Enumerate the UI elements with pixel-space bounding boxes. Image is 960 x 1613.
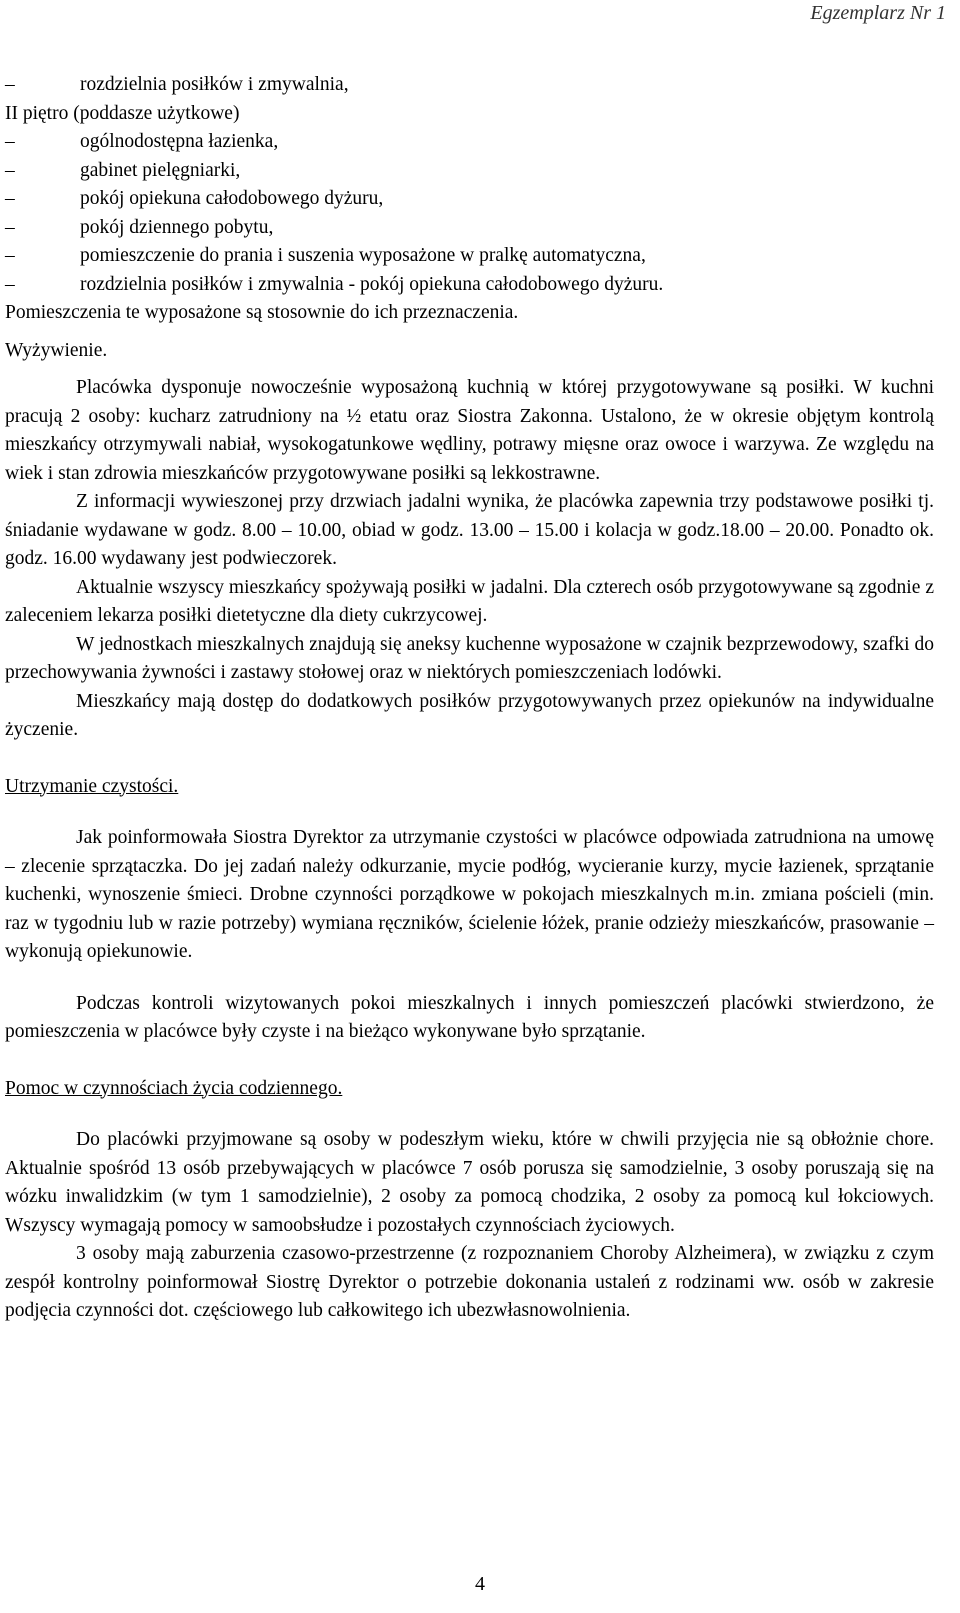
dash-bullet: – xyxy=(5,74,15,95)
floor-heading: II piętro (poddasze użytkowe) xyxy=(5,102,240,124)
list-item-text: rozdzielnia posiłków i zmywalnia, xyxy=(80,74,349,95)
list-item-text: pokój dziennego pobytu, xyxy=(80,216,274,238)
dash-bullet: – xyxy=(5,273,15,295)
list-item xyxy=(5,214,934,243)
copy-number-label: Egzemplarz Nr 1 xyxy=(810,2,946,24)
paragraph: Podczas kontroli wizytowanych pokoi mieszkalnych i innych pomieszczeń placówki stwierdzono, że pomieszczenia w placówce były czyste i na bieżąco wykonywane było sprzątanie. xyxy=(5,992,934,1042)
dash-bullet: – xyxy=(5,245,15,266)
list-item xyxy=(5,185,934,214)
paragraph: W jednostkach mieszkalnych znajdują się aneksy kuchenne wyposażone w czajnik bezprzewodowy, szafki do przechowywania żywności i zastawy stołowej oraz w niektórych pomieszczeniach lodówki. xyxy=(5,633,934,683)
section-heading-cleanliness: Utrzymanie czystości. xyxy=(5,775,179,797)
list-item xyxy=(5,242,934,271)
list-item-text: pomieszczenie do prania i suszenia wyposażone w pralkę automatyczna, xyxy=(80,245,646,266)
list-item xyxy=(5,271,934,300)
list-item-text: pokój opiekuna całodobowego dyżuru, xyxy=(80,188,384,209)
list-item-text: rozdzielnia posiłków i zmywalnia - pokój opiekuna całodobowego dyżuru. xyxy=(80,273,664,295)
list-item-text: ogólnodostępna łazienka, xyxy=(80,131,279,152)
dash-bullet: – xyxy=(5,216,15,238)
dash-bullet: – xyxy=(5,188,15,209)
paragraph: Mieszkańcy mają dostęp do dodatkowych posiłków przygotowywanych przez opiekunów na indywidualne życzenie. xyxy=(5,690,934,740)
paragraph: Do placówki przyjmowane są osoby w podeszłym wieku, które w chwili przyjęcia nie są obłożnie chore. Aktualnie spośród 13 osób przebywających w placówce 7 osób porusza się samodzielnie, 3 osoby poruszają się na wózku inwalidzkim (w tym 1 samodzielnie), 2 osoby za pomocą chodzika, 2 osoby za pomocą kul łokciowych. Wszyscy wymagają pomocy w samoobsłudze i pozostałych czynnościach życiowych. xyxy=(5,1129,934,1236)
dash-bullet: – xyxy=(5,159,15,181)
paragraph: Aktualnie wszyscy mieszkańcy spożywają posiłki w jadalni. Dla czterech osób przygotowywane są zgodnie z zaleceniem lekarza posiłki dietetyczne dla diety cukrzycowej. xyxy=(5,576,934,626)
list-item xyxy=(5,128,934,157)
list-item xyxy=(5,157,934,186)
paragraph: Placówka dysponuje nowocześnie wyposażoną kuchnią w której przygotowywane są posiłki. W kuchni pracują 2 osoby: kucharz zatrudniony na ½ etatu oraz Siostra Zakonna. Ustalono, że w okresie objętym kontrolą mieszkańcy otrzymywali nabiał, wysokogatunkowe wędliny, potrawy mięsne oraz owoce i warzywa. Ze względu na wiek i stan zdrowia mieszkańców przygotowywane posiłki są lekkostrawne. xyxy=(5,377,934,484)
section-heading-nutrition: Wyżywienie. xyxy=(5,339,108,361)
page-number: 4 xyxy=(475,1573,485,1595)
document-body xyxy=(5,71,934,1326)
paragraph: Z informacji wywieszonej przy drzwiach jadalni wynika, że placówka zapewnia trzy podstawowe posiłki tj. śniadanie wydawane w godz. 8.00 – 10.00, obiad w godz. 13.00 – 15.00 i kolacja w godz.18.00 – 20.00. Ponadto ok. godz. 16.00 wydawany jest podwieczorek. xyxy=(5,491,934,569)
list-item-text: gabinet pielęgniarki, xyxy=(80,159,241,181)
section-heading-daily-help: Pomoc w czynnościach życia codziennego. xyxy=(5,1077,343,1099)
dash-bullet: – xyxy=(5,131,15,152)
paragraph: Jak poinformowała Siostra Dyrektor za utrzymanie czystości w placówce odpowiada zatrudniona na umowę – zlecenie sprzątaczka. Do jej zadań należy odkurzanie, mycie podłóg, wycieranie kurzy, mycie łazienek, sprzątanie kuchenki, wynoszenie śmieci. Drobne czynności porządkowe w pokojach mieszkalnych m.in. zmiana pościeli (min. raz w tygodniu lub w razie potrzeby) wymiana ręczników, ścielenie łóżek, pranie odzieży mieszkańców, prasowanie – wykonują opiekunowie. xyxy=(5,827,934,962)
paragraph: 3 osoby mają zaburzenia czasowo-przestrzenne (z rozpoznaniem Choroby Alzheimera), w związku z czym zespół kontrolny poinformował Siostrę Dyrektor o potrzebie dokonania ustaleń z rodzinami ww. osób w zakresie podjęcia czynności dot. częściowego lub całkowitego ich ubezwłasnowolnienia. xyxy=(5,1243,934,1321)
rooms-note: Pomieszczenia te wyposażone są stosownie do ich przeznaczenia. xyxy=(5,302,519,323)
list-item xyxy=(5,71,934,100)
